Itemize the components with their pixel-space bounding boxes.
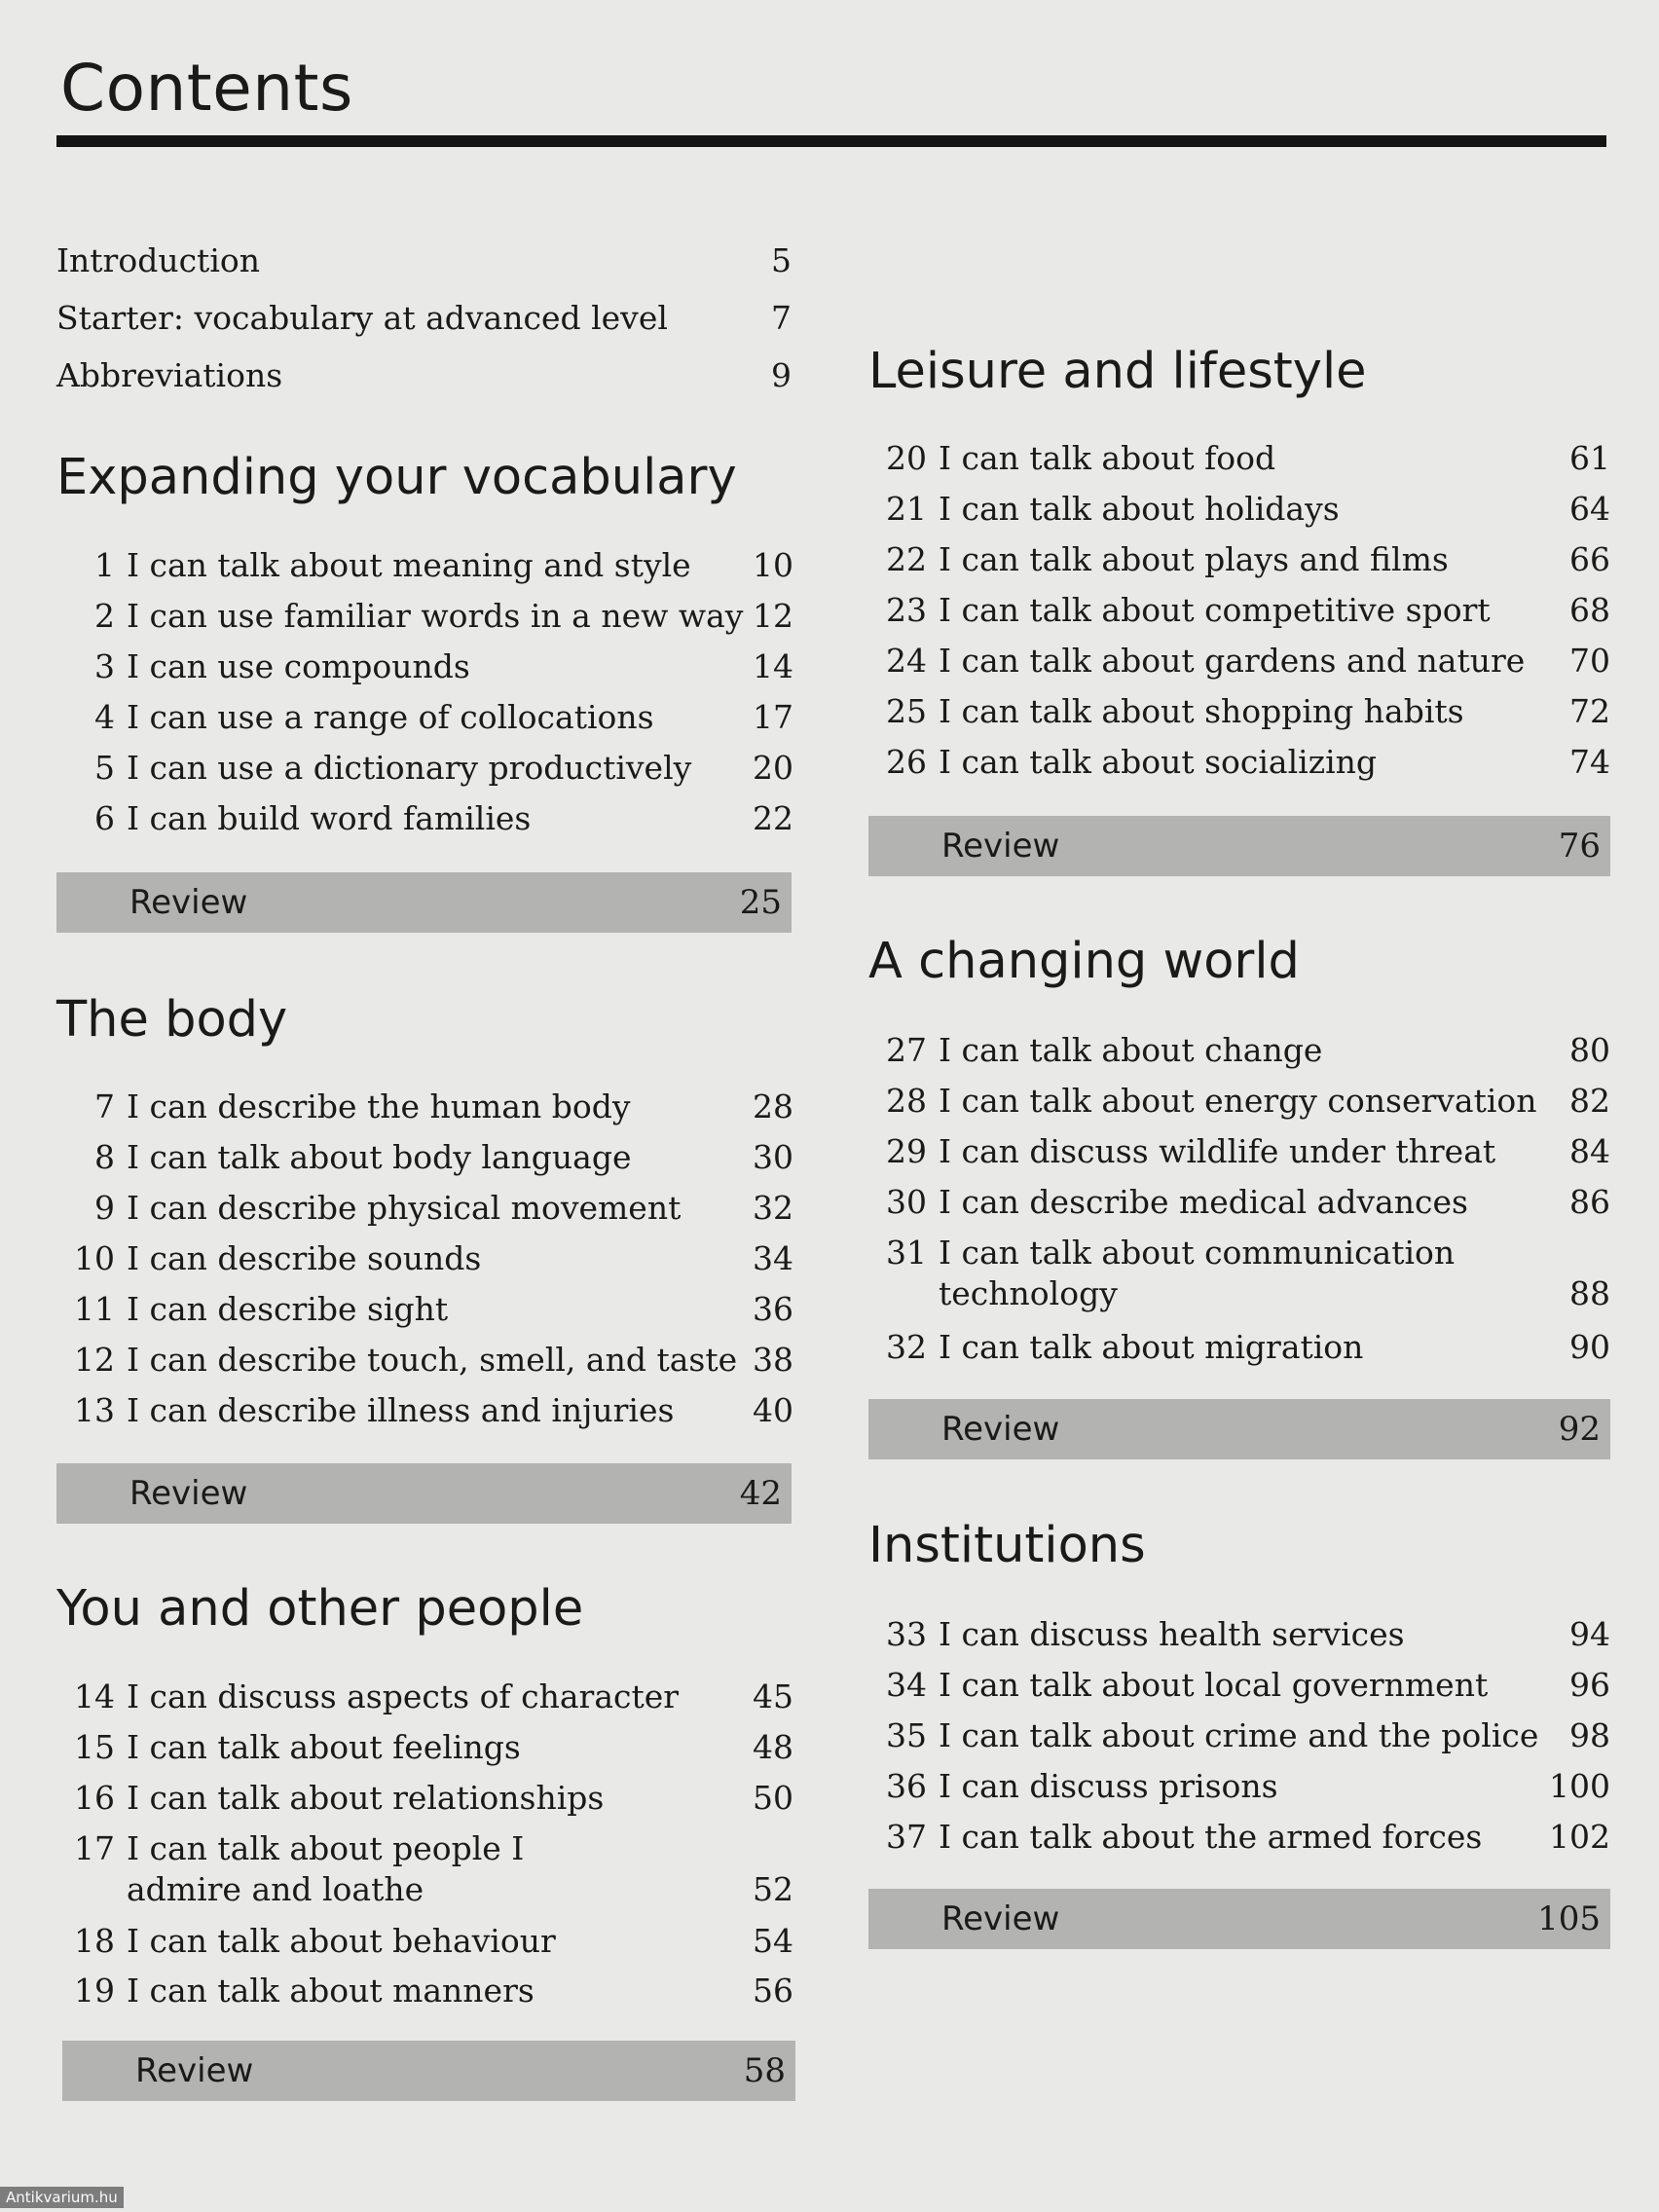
unit-number: 1 <box>94 546 115 584</box>
page-number: 45 <box>753 1677 793 1715</box>
page-number: 52 <box>753 1870 793 1908</box>
unit-number: 4 <box>94 698 115 736</box>
section-title: The body <box>56 991 288 1049</box>
unit-title: I can talk about people I admire and loathe <box>127 1829 525 1908</box>
unit-title: I can talk about local government <box>939 1666 1489 1704</box>
page-number: 96 <box>1569 1666 1610 1704</box>
unit-number: 22 <box>886 540 927 578</box>
review-bar <box>56 1463 792 1524</box>
section-title: A changing world <box>868 933 1300 990</box>
page-number: 58 <box>743 2051 786 2090</box>
unit-title: I can talk about crime and the police <box>939 1716 1539 1754</box>
unit-number: 11 <box>74 1290 115 1328</box>
review-bar <box>868 816 1610 876</box>
page-number: 70 <box>1569 642 1610 680</box>
unit-number: 28 <box>886 1082 927 1120</box>
unit-number: 23 <box>886 591 927 629</box>
unit-number: 16 <box>74 1779 115 1817</box>
review-bar <box>56 872 792 933</box>
page-number: 30 <box>753 1138 793 1176</box>
intro-row <box>56 294 792 343</box>
page-number: 66 <box>1569 540 1610 578</box>
page-number: 28 <box>753 1088 793 1125</box>
unit-title: I can use a range of collocations <box>127 698 654 736</box>
page-number: 10 <box>753 546 793 584</box>
unit-number: 14 <box>74 1677 115 1715</box>
unit-number: 30 <box>886 1183 927 1221</box>
review-label: Introduction <box>56 241 260 279</box>
unit-number: 2 <box>94 597 115 635</box>
review-label: Review <box>129 1474 248 1513</box>
unit-row <box>56 1828 792 1912</box>
unit-title: I can talk about shopping habits <box>939 692 1464 730</box>
unit-title: I can use a dictionary productively <box>127 749 692 787</box>
review-bar <box>62 2041 795 2101</box>
intro-row <box>56 351 792 400</box>
unit-title: I can use compounds <box>127 647 470 685</box>
unit-title: I can describe sight <box>127 1290 449 1328</box>
unit-number: 13 <box>74 1391 115 1429</box>
unit-number: 20 <box>886 439 927 477</box>
review-label: Review <box>129 883 248 922</box>
unit-title: I can talk about communication technology <box>939 1234 1456 1312</box>
page-title: Contents <box>60 51 353 126</box>
watermark: Antikvarium.hu <box>0 2187 124 2208</box>
page-number: 5 <box>771 241 792 279</box>
review-label: Review <box>941 827 1060 866</box>
review-label: Review <box>941 1899 1060 1938</box>
page-number: 64 <box>1569 490 1610 528</box>
page-number: 12 <box>753 597 793 635</box>
unit-number: 5 <box>94 749 115 787</box>
page-number: 25 <box>739 883 782 922</box>
review-label: Review <box>941 1410 1060 1449</box>
page-number: 80 <box>1569 1031 1610 1069</box>
unit-number: 18 <box>74 1922 115 1960</box>
section-title: Leisure and lifestyle <box>868 343 1367 400</box>
unit-number: 33 <box>886 1615 927 1653</box>
unit-title: I can talk about energy conservation <box>939 1082 1537 1120</box>
section-title: You and other people <box>56 1580 584 1638</box>
unit-number: 3 <box>94 647 115 685</box>
page-number: 86 <box>1569 1183 1610 1221</box>
unit-title: I can discuss wildlife under threat <box>939 1132 1496 1170</box>
page-number: 42 <box>739 1474 782 1513</box>
unit-title: I can use familiar words in a new way <box>127 597 744 635</box>
page-number: 54 <box>753 1922 793 1960</box>
unit-number: 6 <box>94 799 115 837</box>
unit-number: 24 <box>886 642 927 680</box>
unit-title: I can talk about food <box>939 439 1276 477</box>
unit-number: 17 <box>74 1829 115 1867</box>
unit-number: 34 <box>886 1666 927 1704</box>
page-number: 34 <box>753 1239 793 1277</box>
unit-title: I can talk about manners <box>127 1972 535 2009</box>
page-number: 48 <box>753 1728 793 1766</box>
review-label: Abbreviations <box>56 356 283 394</box>
unit-title: I can describe illness and injuries <box>127 1391 675 1429</box>
page-number: 14 <box>753 647 793 685</box>
unit-title: I can talk about gardens and nature <box>939 642 1526 680</box>
page-number: 84 <box>1569 1132 1610 1170</box>
unit-title: I can talk about behaviour <box>127 1922 556 1960</box>
unit-title: I can discuss prisons <box>939 1767 1278 1805</box>
unit-number: 37 <box>886 1818 927 1856</box>
page-number: 98 <box>1569 1716 1610 1754</box>
page-number: 88 <box>1569 1274 1610 1312</box>
page-number: 105 <box>1537 1899 1601 1938</box>
unit-title: I can talk about socializing <box>939 743 1378 781</box>
unit-title: I can describe physical movement <box>127 1189 682 1227</box>
unit-number: 7 <box>94 1088 115 1125</box>
page-number: 100 <box>1549 1767 1610 1805</box>
unit-number: 35 <box>886 1716 927 1754</box>
unit-number: 15 <box>74 1728 115 1766</box>
unit-number: 36 <box>886 1767 927 1805</box>
unit-title: I can talk about feelings <box>127 1728 521 1766</box>
page-number: 72 <box>1569 692 1610 730</box>
unit-title: I can talk about relationships <box>127 1779 605 1817</box>
unit-title: I can describe touch, smell, and taste <box>127 1341 738 1379</box>
page-number: 32 <box>753 1189 793 1227</box>
unit-title: I can describe medical advances <box>939 1183 1468 1221</box>
review-bar <box>868 1889 1610 1949</box>
intro-row <box>56 237 792 285</box>
unit-title: I can discuss health services <box>939 1615 1405 1653</box>
page-number: 9 <box>771 356 792 394</box>
section-title: Expanding your vocabulary <box>56 449 737 506</box>
unit-number: 10 <box>74 1239 115 1277</box>
unit-title: I can build word families <box>127 799 532 837</box>
section-title: Institutions <box>868 1517 1146 1574</box>
page-number: 76 <box>1558 827 1601 866</box>
unit-number: 29 <box>886 1132 927 1170</box>
page-number: 36 <box>753 1290 793 1328</box>
review-bar <box>868 1399 1610 1459</box>
unit-title: I can talk about body language <box>127 1138 632 1176</box>
unit-number: 26 <box>886 743 927 781</box>
unit-number: 8 <box>94 1138 115 1176</box>
unit-number: 25 <box>886 692 927 730</box>
page-number: 7 <box>771 299 792 337</box>
page-number: 22 <box>753 799 793 837</box>
unit-title: I can discuss aspects of character <box>127 1677 680 1715</box>
page-number: 50 <box>753 1779 793 1817</box>
page-number: 61 <box>1569 439 1610 477</box>
page-number: 68 <box>1569 591 1610 629</box>
unit-title: I can describe sounds <box>127 1239 482 1277</box>
unit-title: I can describe the human body <box>127 1088 631 1125</box>
unit-title: I can talk about the armed forces <box>939 1818 1483 1856</box>
page-number: 94 <box>1569 1615 1610 1653</box>
page-number: 40 <box>753 1391 793 1429</box>
unit-title: I can talk about meaning and style <box>127 546 691 584</box>
page-number: 38 <box>753 1341 793 1379</box>
page-number: 90 <box>1569 1328 1610 1366</box>
unit-number: 21 <box>886 490 927 528</box>
unit-number: 32 <box>886 1328 927 1366</box>
unit-number: 31 <box>886 1234 927 1272</box>
review-label: Starter: vocabulary at advanced level <box>56 299 668 337</box>
page-number: 74 <box>1569 743 1610 781</box>
unit-number: 27 <box>886 1031 927 1069</box>
unit-title: I can talk about migration <box>939 1328 1364 1366</box>
unit-number: 9 <box>94 1189 115 1227</box>
page-number: 20 <box>753 749 793 787</box>
title-rule <box>56 135 1606 147</box>
unit-row <box>868 1233 1610 1316</box>
unit-number: 19 <box>74 1972 115 2009</box>
unit-title: I can talk about competitive sport <box>939 591 1491 629</box>
page-number: 82 <box>1569 1082 1610 1120</box>
page-number: 102 <box>1549 1818 1610 1856</box>
page-number: 17 <box>753 698 793 736</box>
unit-title: I can talk about plays and films <box>939 540 1449 578</box>
unit-number: 12 <box>74 1341 115 1379</box>
review-label: Review <box>135 2051 254 2090</box>
page-number: 56 <box>753 1972 793 2009</box>
page-number: 92 <box>1558 1410 1601 1449</box>
unit-title: I can talk about change <box>939 1031 1323 1069</box>
unit-title: I can talk about holidays <box>939 490 1340 528</box>
